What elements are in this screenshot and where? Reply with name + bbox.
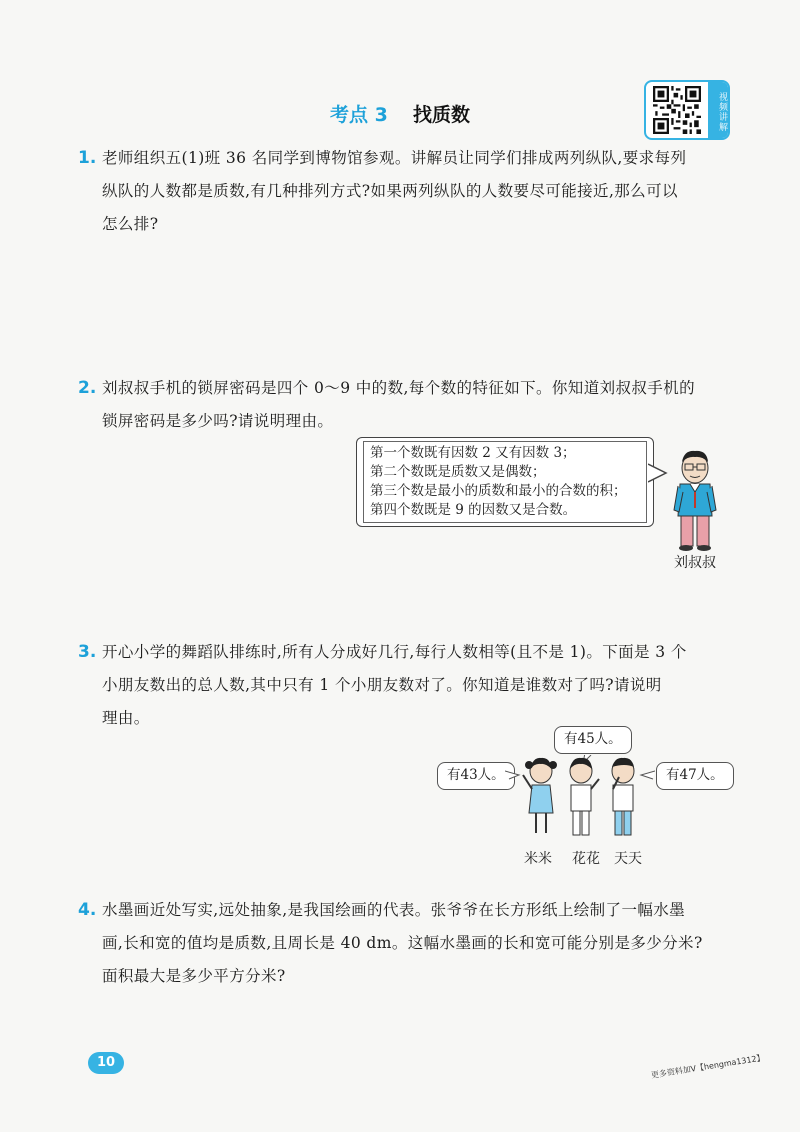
question-text: 水墨画近处写实,远处抽象,是我国绘画的代表。张爷爷在长方形纸上绘制了一幅水墨 [102, 901, 686, 919]
question-line [78, 175, 738, 208]
page-number: 10 [88, 1052, 124, 1074]
question-line [78, 636, 738, 669]
question-number: 4. [78, 900, 97, 920]
question-line [78, 702, 738, 735]
question-text: 面积最大是多少平方分米? [102, 967, 286, 985]
footer-note: 更多资料加V【hengma1312】 [650, 1053, 766, 1081]
question-text: 小朋友数出的总人数,其中只有 1 个小朋友数对了。你知道是谁数对了吗?请说明 [102, 676, 662, 694]
kid-name-mimi: 米米 [524, 851, 552, 867]
speech-box [356, 437, 654, 527]
question-1 [78, 142, 738, 241]
password-clues [363, 441, 647, 523]
question-text: 开心小学的舞蹈队排练时,所有人分成好几行,每行人数相等(且不是 1)。下面是 3 个 [102, 643, 687, 661]
question-line [78, 927, 738, 960]
speech-bubble-tiantian: 有47人。 [656, 762, 734, 790]
kid-name-huahua: 花花 [572, 851, 600, 867]
children-figures [505, 755, 655, 843]
question-number: 3. [78, 642, 97, 662]
question-line [78, 960, 738, 993]
question-number: 1. [78, 148, 97, 168]
question-text: 纵队的人数都是质数,有几种排列方式?如果两列纵队的人数要尽可能接近,那么可以 [102, 182, 678, 200]
question-text: 刘叔叔手机的锁屏密码是四个 0～9 中的数,每个数的特征如下。你知道刘叔叔手机的 [102, 379, 696, 397]
question-4 [78, 894, 738, 993]
kid-name-tiantian: 天天 [614, 851, 642, 867]
clue-line: 第二个数既是质数又是偶数； [370, 464, 546, 480]
question-line [78, 405, 738, 438]
speech-bubble-huahua: 有45人。 [554, 726, 632, 754]
page-title: 找质数 [412, 104, 470, 126]
video-qr-card[interactable] [644, 80, 730, 140]
question-3 [78, 636, 738, 735]
question-text: 理由。 [102, 709, 150, 727]
question-text: 怎么排? [102, 215, 159, 233]
question-line [78, 669, 738, 702]
question-text: 老师组织五(1)班 36 名同学到博物馆参观。讲解员让同学们排成两列纵队,要求每列 [102, 149, 687, 167]
clue-line: 第一个数既有因数 2 又有因数 3； [370, 445, 576, 461]
uncle-liu-figure [670, 448, 720, 552]
character-name: 刘叔叔 [674, 555, 716, 571]
question-text: 画,长和宽的值均是质数,且周长是 40 dm。这幅水墨画的长和宽可能分别是多少分米? [102, 934, 703, 952]
question-line [78, 208, 738, 241]
question-line [78, 372, 738, 405]
video-explain-label: 视频讲解 [708, 82, 728, 138]
speech-bubble-mimi: 有43人。 [437, 762, 515, 790]
clue-line: 第三个数是最小的质数和最小的合数的积； [370, 483, 627, 499]
qr-code-icon [646, 82, 708, 138]
section-number: 考点 3 [330, 104, 388, 126]
clue-line: 第四个数既是 9 的因数又是合数。 [370, 502, 577, 518]
question-line [78, 894, 738, 927]
question-text: 锁屏密码是多少吗?请说明理由。 [102, 412, 334, 430]
question-2 [78, 372, 738, 438]
question-number: 2. [78, 378, 97, 398]
speech-tail [648, 462, 668, 484]
question-line [78, 142, 738, 175]
